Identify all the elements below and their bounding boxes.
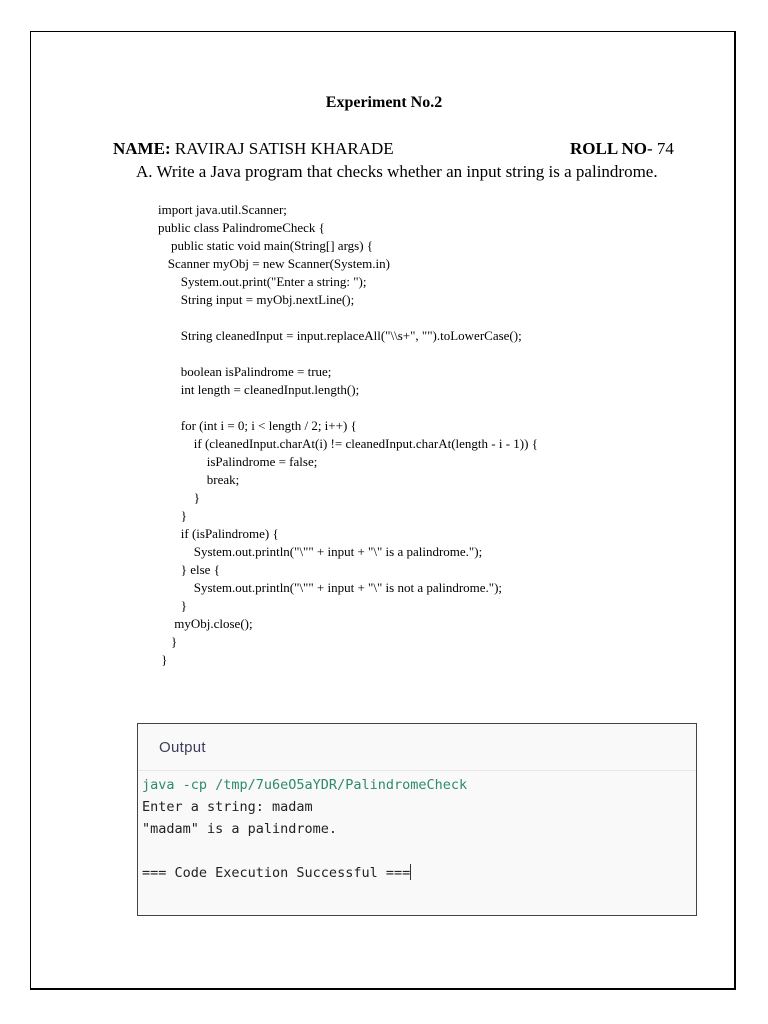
roll-label: ROLL NO xyxy=(570,139,647,158)
name-label: NAME: xyxy=(113,139,171,158)
code-line: String input = myObj.nextLine(); xyxy=(158,292,355,307)
output-console xyxy=(138,771,696,884)
code-line: } xyxy=(158,652,168,667)
output-status-text: === Code Execution Successful === xyxy=(142,865,411,881)
code-line xyxy=(158,345,538,363)
code-line: import java.util.Scanner; xyxy=(158,202,287,217)
code-line: public class PalindromeCheck { xyxy=(158,220,325,235)
code-line: boolean isPalindrome = true; xyxy=(158,364,332,379)
text-cursor xyxy=(410,864,411,880)
code-line: public static void main(String[] args) { xyxy=(158,238,374,253)
output-line: "madam" is a palindrome. xyxy=(142,821,338,837)
roll-number xyxy=(570,138,674,160)
code-line: System.out.println("\"" + input + "\" is a palindrome."); xyxy=(158,544,483,559)
code-line: System.out.println("\"" + input + "\" is not a palindrome."); xyxy=(158,580,503,595)
code-line: isPalindrome = false; xyxy=(158,454,318,469)
code-line: for (int i = 0; i < length / 2; i++) { xyxy=(158,418,357,433)
code-line: if (isPalindrome) { xyxy=(158,526,279,541)
code-line: } xyxy=(158,598,187,613)
code-line: } xyxy=(158,508,187,523)
code-line: } xyxy=(158,634,178,649)
code-line xyxy=(158,309,538,327)
code-line: String cleanedInput = input.replaceAll("\\s+", "").toLowerCase(); xyxy=(158,328,522,343)
code-line: myObj.close(); xyxy=(158,616,253,631)
code-block xyxy=(158,201,538,669)
output-line xyxy=(142,840,696,862)
code-line: } xyxy=(158,490,200,505)
code-line: } else { xyxy=(158,562,220,577)
output-status-line xyxy=(142,862,696,884)
question-text: A. Write a Java program that checks whether an input string is a palindrome. xyxy=(136,162,658,181)
output-command-line: java -cp /tmp/7u6eO5aYDR/PalindromeCheck xyxy=(142,777,468,793)
code-line xyxy=(158,399,538,417)
student-name xyxy=(113,138,394,160)
output-header: Output xyxy=(138,724,696,771)
output-panel xyxy=(137,723,697,916)
code-line: int length = cleanedInput.length(); xyxy=(158,382,360,397)
code-line: break; xyxy=(158,472,240,487)
name-value: RAVIRAJ SATISH KHARADE xyxy=(170,139,394,158)
code-line: if (cleanedInput.charAt(i) != cleanedInput.charAt(length - i - 1)) { xyxy=(158,436,538,451)
code-line: System.out.print("Enter a string: "); xyxy=(158,274,367,289)
code-line: Scanner myObj = new Scanner(System.in) xyxy=(158,256,390,271)
output-line: Enter a string: madam xyxy=(142,799,313,815)
page-title: Experiment No.2 xyxy=(325,94,443,111)
roll-value: - 74 xyxy=(647,139,674,158)
